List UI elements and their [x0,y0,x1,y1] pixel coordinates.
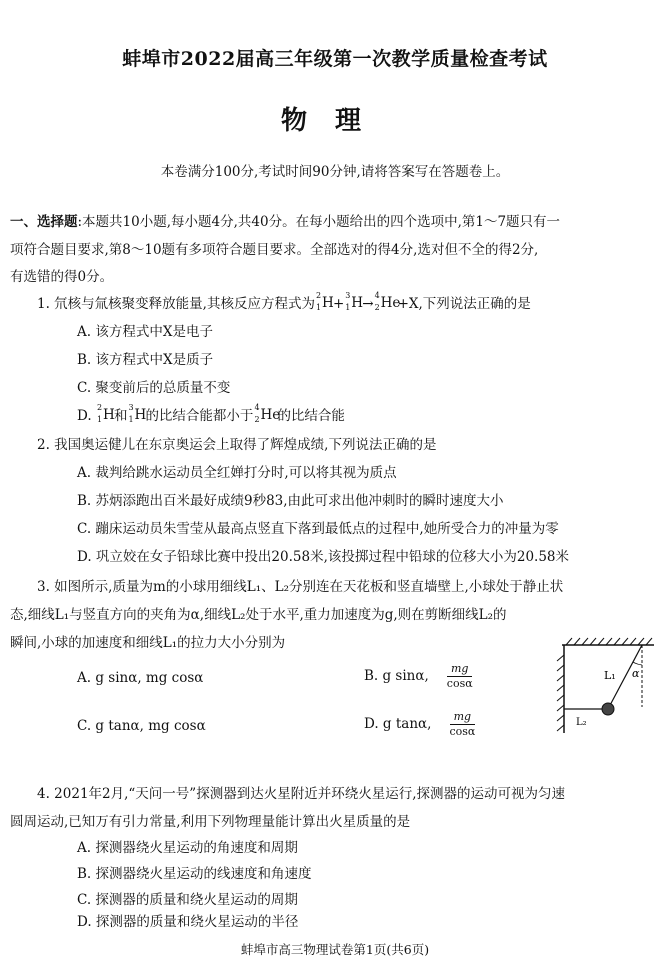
section-intro-line3: 有选错的得0分。 [10,269,114,285]
page-footer: 蚌埠市高三物理试卷第1页(共6页) [240,942,430,957]
q1-option-a: A. 该方程式中X是电子 [77,324,213,340]
q2-option-b: B. 苏炳添跑出百米最好成绩9秒83,由此可求出他冲刺时的瞬时速度大小 [77,493,504,509]
q3-stem-line3: 瞬间,小球的加速度和细线L₁的拉力大小分别为 [10,635,286,651]
q2-option-c: C. 蹦床运动员朱雪莹从最高点竖直下落到最低点的过程中,她所受合力的冲量为零 [77,521,559,537]
q4-option-c: C. 探测器的质量和绕火星运动的周期 [77,892,298,908]
section-intro-line2: 项符合题目要求,第8～10题有多项符合题目要求。全部选对的得4分,选对但不全的得2分, [10,242,539,258]
subject-title: 物理 [280,106,389,136]
label-alpha: α [632,667,640,680]
q3-option-c: C. g tanα, mg cosα [77,718,206,734]
exam-title: 蚌埠市2022届高三年级第一次教学质量检查考试 [122,48,548,70]
angle-arc [633,662,642,665]
label-l2: L₂ [576,717,587,728]
q1-option-d: D. 2 1 H 和 3 1 H 的比结合能都小于 4 2 He 的比结合能 [77,403,345,424]
q3-stem-line1: 3. 如图所示,质量为m的小球用细线L₁、L₂分别连在天花板和竖直墙壁上,小球处于静止状 [37,579,564,595]
ball [602,703,614,715]
q3-option-a: A. g sinα, mg cosα [77,670,204,686]
q4-option-b: B. 探测器绕火星运动的线速度和角速度 [77,866,312,882]
wall-hatch [557,655,564,731]
section-heading: 一、选择题 [10,214,78,230]
section-intro-line1: 一、选择题:本题共10小题,每小题4分,共40分。在每小题给出的四个选项中,第1～7题只有一 [10,214,561,230]
q4-option-a: A. 探测器绕火星运动的角速度和周期 [77,840,298,856]
q4-option-d: D. 探测器的质量和绕火星运动的半径 [77,914,299,930]
q2-option-a: A. 裁判给跳水运动员全红婵打分时,可以将其视为质点 [77,465,397,481]
nuclide-h2: 2 1 H [315,291,334,312]
q3-option-b: B. g sinα, $\frac{mg}{\cos\alpha}$ [364,662,473,690]
q2-option-d: D. 巩立姣在女子铅球比赛中投出20.58米,该投掷过程中铅球的位移大小为20.58米 [77,549,570,565]
q4-stem-line1: 4. 2021年2月,“天问一号”探测器到达火星附近并环绕火星运行,探测器的运动可视为匀速 [37,786,566,802]
q3-stem-line2: 态,细线L₁与竖直方向的夹角为α,细线L₂处于水平,重力加速度为g,则在剪断细线L₂的 [10,607,507,623]
ceiling-hatch [566,638,652,645]
q4-stem-line2: 圆周运动,已知万有引力常量,利用下列物理量能计算出火星质量的是 [10,814,411,830]
nuclide-h3: 3 1 H [345,291,364,312]
exam-note: 本卷满分100分,考试时间90分钟,请将答案写在答题卷上。 [160,164,510,180]
q3-option-d: D. g tanα, $\frac{mg}{\cos\alpha}$ [364,710,476,738]
label-l1: L₁ [604,669,616,682]
q1-option-b: B. 该方程式中X是质子 [77,352,214,368]
nuclide-he4: 4 2 He [374,291,401,312]
q3-figure [554,635,658,735]
fraction-mg-cos: $\frac{mg}{\cos\alpha}$ [446,662,473,690]
q2-stem: 2. 我国奥运健儿在东京奥运会上取得了辉煌成绩,下列说法正确的是 [37,437,437,453]
q1-option-c: C. 聚变前后的总质量不变 [77,380,231,396]
q1-stem: 1. 氘核与氚核聚变释放能量,其核反应方程式为 2 1 H + 3 1 H → 4 2 He +X,下列说法正确的是 [37,291,531,312]
